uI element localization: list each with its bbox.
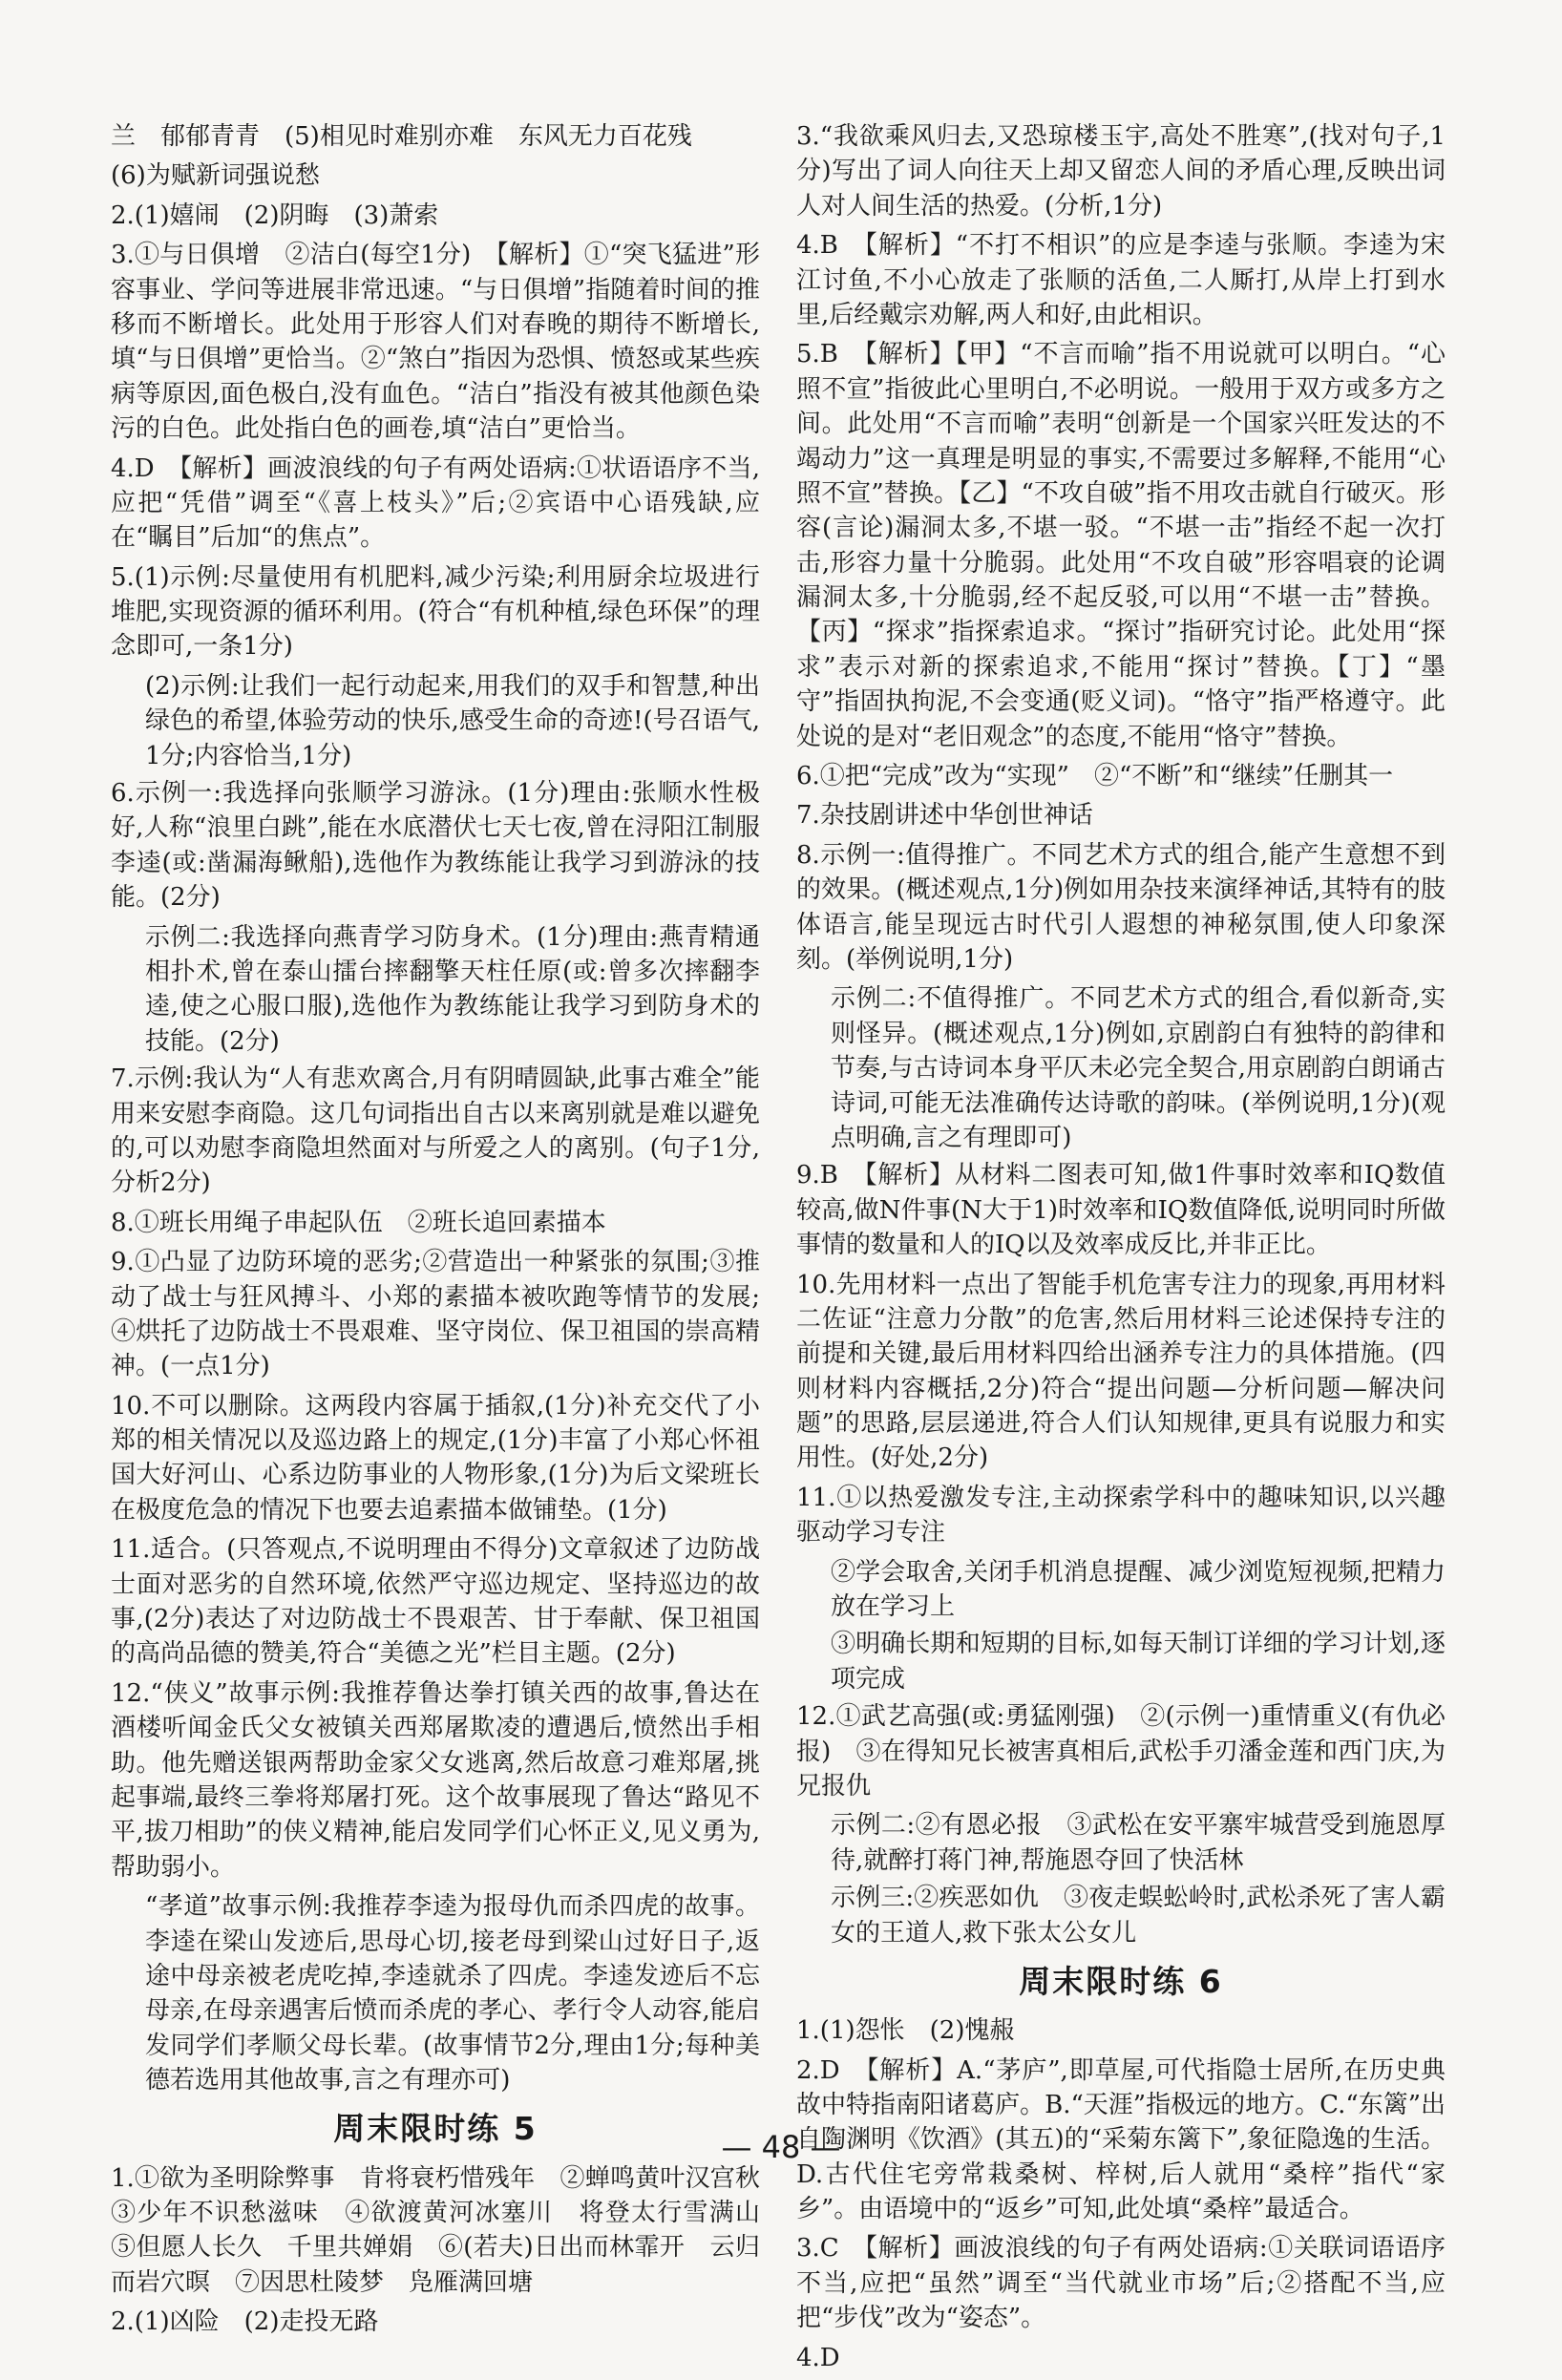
section-title: 周末限时练 5	[333, 2110, 538, 2148]
answer-continuation: ②学会取舍,关闭手机消息提醒、减少浏览短视频,把精力放在学习上	[831, 1557, 1446, 1622]
answer-item: 11.适合。(只答观点,不说明理由不得分)文章叙述了边防战士面对恶劣的自然环境,依然严守巡边规定、坚持巡边的故事,(2分)表达了对边防战士不畏艰苦、甘于奉献、保卫祖国的高尚品德的赞美,符合“美德之光”栏目主题。(2分)	[111, 1535, 760, 1669]
answer-item: 12.①武艺高强(或:勇猛刚强) ②(示例一)重情重义(有仇必报) ③在得知兄长被害真相后,武松手刃潘金莲和西门庆,为兄报仇	[796, 1702, 1446, 1801]
answer-continuation: (2)示例:让我们一起行动起来,用我们的双手和智慧,种出绿色的希望,体验劳动的快乐,感受生命的奇迹!(号召语气,1分;内容恰当,1分)	[145, 671, 760, 770]
answer-item: 8.示例一:值得推广。不同艺术方式的组合,能产生意想不到的效果。(概述观点,1分)例如用杂技来演绎神话,其特有的肢体语言,能呈现远古时代引人遐想的神秘氛围,使人印象深刻。(举例说明,1分)	[796, 840, 1446, 974]
answer-item: 9.B 【解析】从材料二图表可知,做1件事时效率和IQ数值较高,做N件事(N大于1)时效率和IQ数值降低,说明同时所做事情的数量和人的IQ以及效率成反比,并非正比。	[796, 1161, 1446, 1260]
answer-item: 10.先用材料一点出了智能手机危害专注力的现象,再用材料二佐证“注意力分散”的危害,然后用材料三论述保持专注的前提和关键,最后用材料四给出涵养专注力的具体措施。(四则材料内容概括,2分)符合“提出问题—分析问题—解决问题”的思路,层层递进,符合人们认知规律,更具有说服力和实用性。(好处,2分)	[796, 1270, 1446, 1473]
answer-item: 7.示例:我认为“人有悲欢离合,月有阴晴圆缺,此事古难全”能用来安慰李商隐。这几句词指出自古以来离别就是难以避免的,可以劝慰李商隐坦然面对与所爱之人的离别。(句子1分,分析2分)	[111, 1064, 760, 1198]
answer-item: 兰 郁郁青青 (5)相见时难别亦难 东风无力百花残	[111, 122, 692, 151]
answer-item: 10.不可以删除。这两段内容属于插叙,(1分)补充交代了小郑的相关情况以及巡边路上的规定,(1分)丰富了小郑心怀祖国大好河山、心系边防事业的人物形象,(1分)为后文梁班长在极度危急的情况下也要去追素描本做铺垫。(1分)	[111, 1391, 760, 1525]
answer-item: 5.(1)示例:尽量使用有机肥料,减少污染;利用厨余垃圾进行堆肥,实现资源的循环利用。(符合“有机种植,绿色环保”的理念即可,一条1分)	[111, 562, 760, 662]
two-column-layout	[111, 119, 1505, 2380]
answer-item: 5.B 【解析】【甲】“不言而喻”指不用说就可以明白。“心照不宣”指彼此心里明白,不必明说。一般用于双方或多方之间。此处用“不言而喻”表明“创新是一个国家兴旺发达的不竭动力”这一真理是明显的事实,不需要过多解释,不能用“心照不宣”替换。【乙】“不攻自破”指不用攻击就自行破灭。形容(言论)漏洞太多,不堪一驳。“不堪一击”指经不起一次打击,形容力量十分脆弱。此处用“不攻自破”形容唱衰的论调漏洞太多,十分脆弱,经不起反驳,可以用“不堪一击”替换。【丙】“探求”指探索追求。“探讨”指研究讨论。此处用“探求”表示对新的探索追求,不能用“探讨”替换。【丁】“墨守”指固执拘泥,不会变通(贬义词)。“恪守”指严格遵守。此处说的是对“老旧观念”的态度,不能用“恪守”替换。	[796, 340, 1446, 751]
answer-item: 2.D 【解析】A.“茅庐”,即草屋,可代指隐士居所,在历史典故中特指南阳诸葛庐。B.“天涯”指极远的地方。C.“东篱”出自陶渊明《饮酒》(其五)的“采菊东篱下”,象征隐逸的生活。D.古代住宅旁常栽桑树、梓树,后人就用“桑梓”指代“家乡”。由语境中的“返乡”可知,此处填“桑梓”最适合。	[796, 2055, 1446, 2224]
answer-item: 2.(1)嬉闹 (2)阴晦 (3)萧索	[111, 200, 439, 230]
answer-item: 11.①以热爱激发专注,主动探索学科中的趣味知识,以兴趣驱动学习专注	[796, 1483, 1446, 1548]
answer-item: 7.杂技剧讲述中华创世神话	[796, 801, 1093, 831]
answer-continuation: 示例三:②疾恶如仇 ③夜走蜈蚣岭时,武松杀死了害人霸女的王道人,救下张太公女儿	[831, 1884, 1446, 1948]
answer-item: 4.D	[796, 2343, 840, 2372]
answer-item: 3.“我欲乘风归去,又恐琼楼玉宇,高处不胜寒”,(找对句子,1分)写出了词人向往天上却又留恋人间的矛盾心理,反映出词人对人间生活的热爱。(分析,1分)	[796, 122, 1446, 221]
answer-item: 6.①把“完成”改为“实现” ②“不断”和“继续”任删其一	[796, 762, 1394, 791]
right-column	[796, 119, 1446, 2380]
answer-item: 1.①欲为圣明除弊事 肯将衰朽惜残年 ②蝉鸣黄叶汉宫秋 ③少年不识愁滋味 ④欲渡黄河冰塞川 将登太行雪满山 ⑤但愿人长久 千里共婵娟 ⑥(若夫)日出而林霏开 云归而岩穴暝 ⑦因思杜陵梦 凫雁满回塘	[111, 2163, 786, 2297]
answer-continuation: ③明确长期和短期的目标,如每天制订详细的学习计划,逐项完成	[831, 1630, 1446, 1694]
answer-item: 12.“侠义”故事示例:我推荐鲁达拳打镇关西的故事,鲁达在酒楼听闻金氏父女被镇关西郑屠欺凌的遭遇后,愤然出手相助。他先赠送银两帮助金家父女逃离,然后故意刁难郑屠,挑起事端,最终三拳将郑屠打死。这个故事展现了鲁达“路见不平,拔刀相助”的侠义精神,能启发同学们心怀正义,见义勇为,帮助弱小。	[111, 1678, 760, 1882]
answer-item: 9.①凸显了边防环境的恶劣;②营造出一种紧张的氛围;③推动了战士与狂风搏斗、小郑的素描本被吹跑等情节的发展;④烘托了边防战士不畏艰难、坚守岗位、保卫祖国的崇高精神。(一点1分)	[111, 1248, 760, 1381]
answer-item: 6.示例一:我选择向张顺学习游泳。(1分)理由:张顺水性极好,人称“浪里白跳”,能在水底潜伏七天七夜,曾在浔阳江制服李逵(或:凿漏海鳅船),选他作为教练能让我学习到游泳的技能。(2分)	[111, 779, 760, 913]
answer-item: 3.①与日俱增 ②洁白(每空1分) 【解析】①“突飞猛进”形容事业、学问等进展非常迅速。“与日俱增”指随着时间的推移而不断增长。此处用于形容人们对春晚的期待不断增长,填“与日俱增”更恰当。②“煞白”指因为恐惧、愤怒或某些疾病等原因,面色极白,没有血色。“洁白”指没有被其他颜色染污的白色。此处指白色的画卷,填“洁白”更恰当。	[111, 241, 760, 444]
answer-item: 3.C 【解析】画波浪线的句子有两处语病:①关联词语语序不当,应把“虽然”调至“当代就业市场”后;②搭配不当,应把“步伐”改为“姿态”。	[796, 2234, 1446, 2333]
answer-continuation: 示例二:②有恩必报 ③武松在安平寨牢城营受到施恩厚待,就醉打蒋门神,帮施恩夺回了快活林	[831, 1811, 1446, 1875]
answer-item: 4.D 【解析】画波浪线的句子有两处语病:①状语语序不当,应把“凭借”调至“《喜上枝头》”后;②宾语中心语残缺,应在“瞩目”后加“的焦点”。	[111, 453, 760, 553]
answer-item: 8.①班长用绳子串起队伍 ②班长追回素描本	[111, 1208, 606, 1237]
answer-item: 1.(1)怨怅 (2)愧赧	[796, 2016, 1015, 2046]
section-title: 周末限时练 6	[1019, 1962, 1223, 2000]
answer-item: (6)为赋新词强说愁	[111, 161, 320, 191]
page-number: — 48 —	[721, 2129, 841, 2166]
answer-item: 4.B 【解析】“不打不相识”的应是李逵与张顺。李逵为宋江讨鱼,不小心放走了张顺的活鱼,二人厮打,从岸上打到水里,后经戴宗劝解,两人和好,由此相识。	[796, 231, 1446, 329]
answer-continuation: “孝道”故事示例:我推荐李逵为报母仇而杀四虎的故事。李逵在梁山发迹后,思母心切,接老母到梁山过好日子,返途中母亲被老虎吃掉,李逵就杀了四虎。李逵发迹后不忘母亲,在母亲遇害后愤而杀虎的孝心、孝行令人动容,能启发同学们孝顺父母长辈。(故事情节2分,理由1分;每种美德若选用其他故事,言之有理亦可)	[145, 1892, 760, 2096]
answer-item: 2.(1)凶险 (2)走投无路	[111, 2307, 379, 2337]
answer-continuation: 示例二:不值得推广。不同艺术方式的组合,看似新奇,实则怪异。(概述观点,1分)例如,京剧韵白有独特的韵律和节奏,与古诗词本身平仄未必完全契合,用京剧韵白朗诵古诗词,可能无法准确传达诗歌的韵味。(举例说明,1分)(观点明确,言之有理即可)	[831, 984, 1446, 1152]
answer-continuation: 示例二:我选择向燕青学习防身术。(1分)理由:燕青精通相扑术,曾在泰山擂台摔翻擎天柱任原(或:曾多次摔翻李逵,使之心服口服),选他作为教练能让我学习到防身术的技能。(2分)	[145, 922, 760, 1056]
